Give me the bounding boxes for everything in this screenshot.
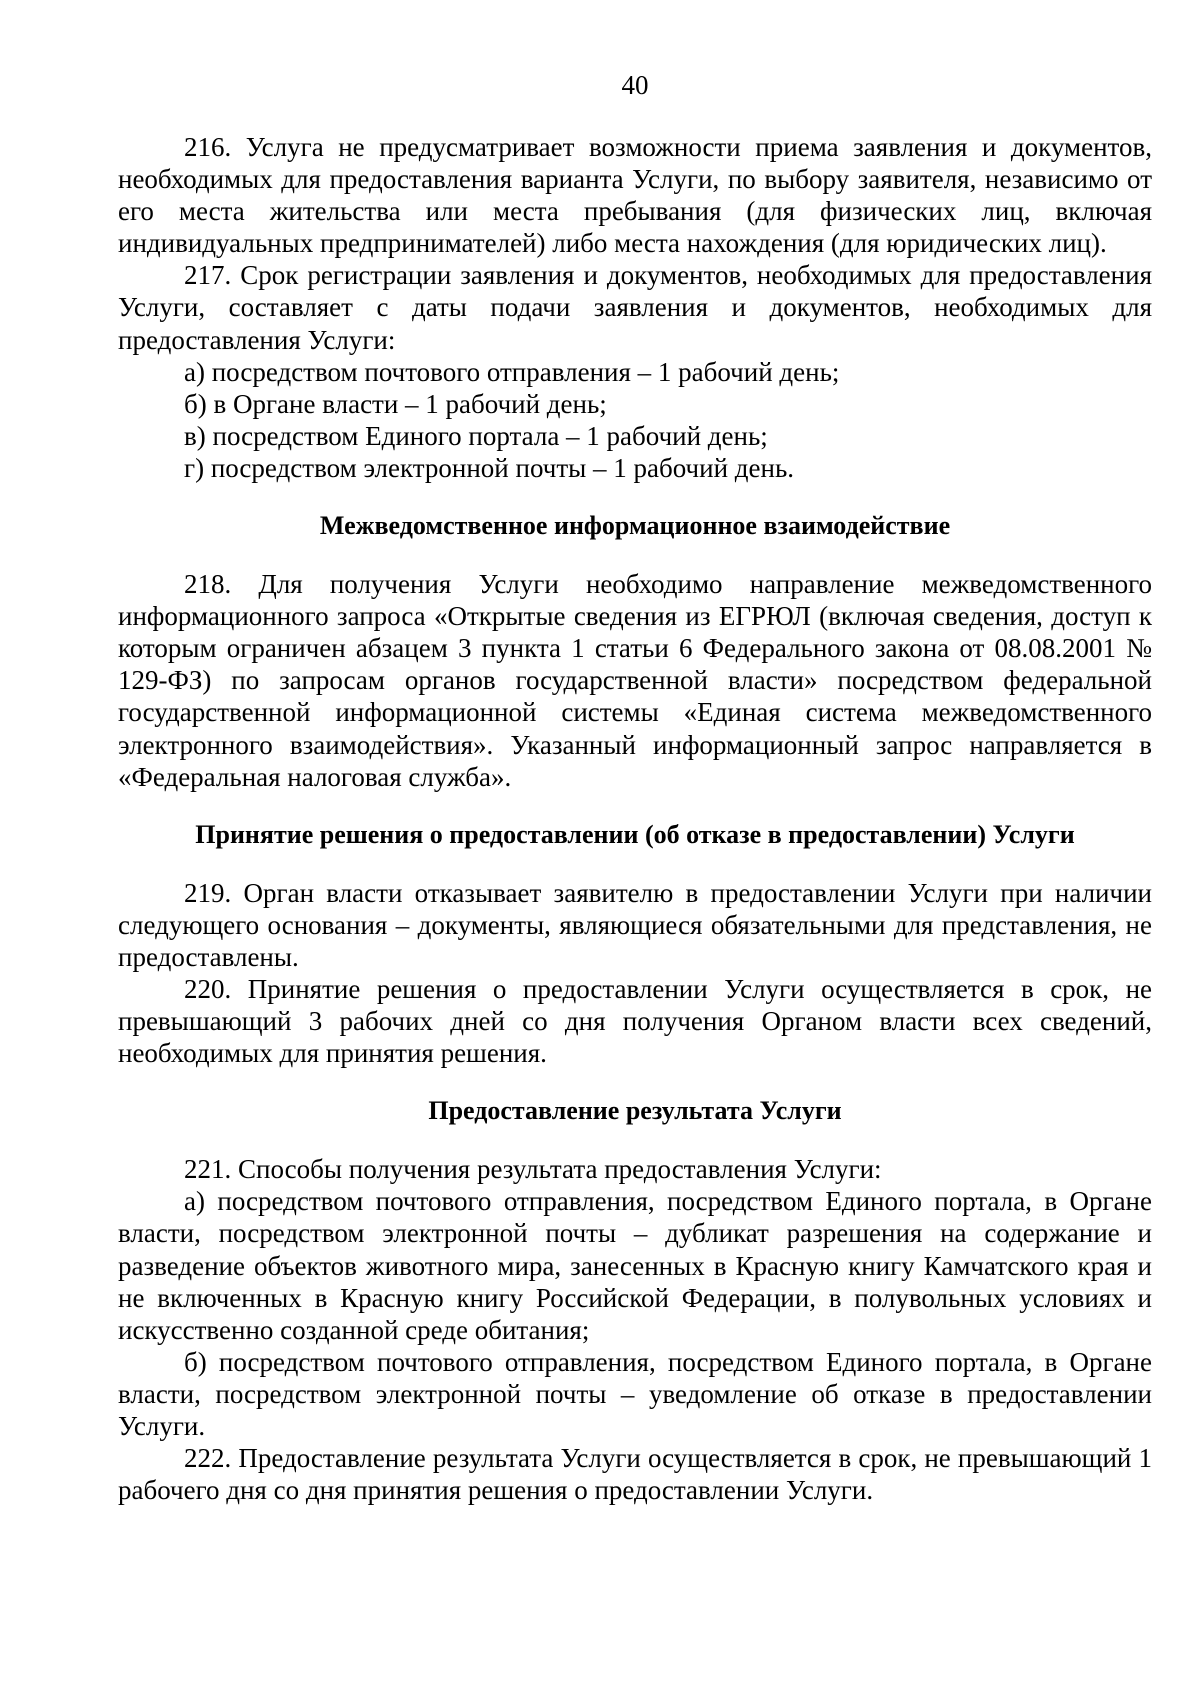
list-item-b: б) в Органе власти – 1 рабочий день; — [184, 388, 607, 419]
paragraph-222: 222. Предоставление результата Услуги осуществляется в срок, не превышающий 1 рабочего дня со дня принятия решения о предоставлении Услуги. — [118, 1443, 1152, 1506]
section-heading-decision: Принятие решения о предоставлении (об отказе в предоставлении) Услуги — [195, 819, 1075, 849]
document-body — [118, 131, 1152, 1506]
paragraph-220: 220. Принятие решения о предоставлении Услуги осуществляется в срок, не превышающий 3 рабочих дней со дня получения Органом власти всех сведений, необходимых для принятия решения. — [118, 973, 1152, 1069]
paragraph-221: 221. Способы получения результата предоставления Услуги: — [184, 1154, 882, 1185]
page-number: 40 — [621, 70, 649, 100]
section-heading-result: Предоставление результата Услуги — [428, 1096, 842, 1126]
paragraph-218: 218. Для получения Услуги необходимо направление межведомственного информационного запроса «Открытые сведения из ЕГРЮЛ (включая сведения, доступ к которым ограничен абзацем 3 пункта 1 статьи 6 Федерального закона от 08.08.2001 № 129-ФЗ) по запросам органов государственной власти» посредством федеральной государственной информационной системы «Единая система межведомственного электронного взаимодействия». Указанный информационный запрос направляется в «Федеральная налоговая служба». — [118, 569, 1152, 792]
result-item-b: б) посредством почтового отправления, посредством Единого портала, в Органе власти, посредством электронной почты – уведомление об отказе в предоставлении Услуги. — [118, 1346, 1152, 1441]
paragraph-216: 216. Услуга не предусматривает возможности приема заявления и документов, необходимых для предоставления варианта Услуги, по выбору заявителя, независимо от его места жительства или места пребывания (для физических лиц, включая индивидуальных предпринимателей) либо места нахождения (для юридических лиц). — [118, 132, 1152, 259]
result-item-a: а) посредством почтового отправления, посредством Единого портала, в Органе власти, посредством электронной почты – дубликат разрешения на содержание и разведение объектов животного мира, занесенных в Красную книгу Камчатского края и не включенных в Красную книгу Российской Федерации, в полувольных условиях и искусственно созданной среде обитания; — [118, 1186, 1152, 1345]
list-item-g: г) посредством электронной почты – 1 рабочий день. — [184, 452, 795, 483]
section-heading-interagency: Межведомственное информационное взаимодействие — [319, 511, 951, 541]
paragraph-217: 217. Срок регистрации заявления и документов, необходимых для предоставления Услуги, составляет с даты подачи заявления и документов, необходимых для предоставления Услуги: — [118, 260, 1152, 355]
list-item-a: а) посредством почтового отправления – 1 рабочий день; — [184, 356, 840, 387]
list-item-v: в) посредством Единого портала – 1 рабочий день; — [184, 420, 768, 451]
paragraph-219: 219. Орган власти отказывает заявителю в предоставлении Услуги при наличии следующего основания – документы, являющиеся обязательными для представления, не предоставлены. — [118, 877, 1152, 972]
